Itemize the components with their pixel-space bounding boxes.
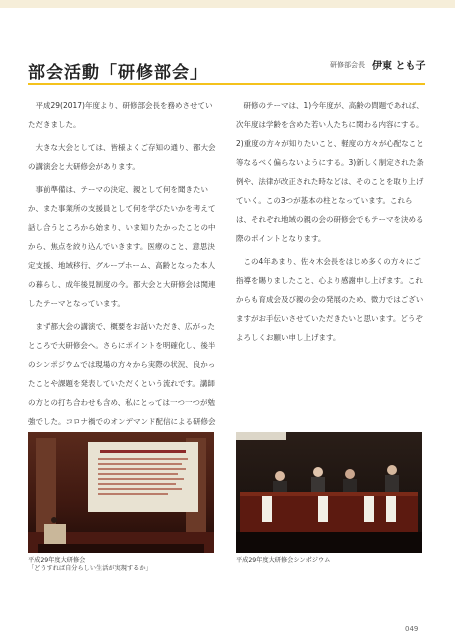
page-number: 049 (405, 625, 419, 633)
top-band (0, 0, 455, 8)
photo-caption-right (236, 557, 330, 565)
lecture-hall-illustration (28, 432, 214, 553)
paragraph: この4年あまり、佐々木会長をはじめ多くの方々にご指導を賜りましたこと、心より感謝申し上げます。これからも育成会及び親の会の発展のため、微力ではございますがお手伝いさせていただきたいと思います。どうぞよろしくお願い申し上げます。 (236, 257, 424, 342)
caption-line: 平成29年度大研修会 (28, 557, 86, 564)
left-column (28, 96, 216, 454)
author-name: 伊東 とも子 (372, 61, 426, 72)
right-column (236, 96, 424, 351)
page-title: 部会活動「研修部会」 (28, 63, 208, 83)
photo-symposium (236, 432, 422, 553)
author-role: 研修部会長 (330, 61, 365, 69)
paragraph: 大きな大会としては、皆様よくご存知の通り、都大会の講演会と大研修会があります。 (28, 143, 216, 171)
paragraph: 事前準備は、テーマの決定、親として何を聞きたいか、また事業所の支援員として何を学びたいかを考えて話し合うところから始まり、いま知りたかったことの中から、焦点を絞り込んでいきます。医療のこと、意思決定支援、地域移行、グループホーム、高齢となった本人の暮らし、成年後見制度の今。都大会と大研修会は関連したテーマとなっています。 (28, 185, 216, 308)
photo-lecture-hall (28, 432, 214, 553)
paragraph: 平成29(2017)年度より、研修部会長を務めさせていただきました。 (28, 101, 213, 129)
paragraph: まず都大会の講演で、概要をお話いただき、広がったところで大研修会へ。さらにポイントを明確化し、後半のシンポジウムでは現場の方々から実際の状況、良かったことや課題を発表していただくという流れです。講師の方との打ち合わせも含め、私にとっては一つ一つが勉強でした。コロナ禍でのオンデマンド配信による研修会 (28, 322, 216, 426)
title-underline (28, 83, 425, 85)
paragraph: 研修のテーマは、1)今年度が、高齢の問題であれば、次年度は学齢を含めた若い人たちに関わる内容にする。2)重度の方々が知りたいこと、軽度の方々が心配なこと等なるべく偏らないようにする。3)新しく制定された条例や、法律が改正された時などは、そのことを取り上げていく。この3つが基本の柱となっています。これらは、それぞれ地域の親の会の研修会でもテーマを決める際のポイントとなります。 (236, 101, 424, 243)
caption-line: 「どうすれば自分らしい生活が実現するか」 (28, 565, 152, 572)
caption-line: 平成29年度大研修会シンポジウム (236, 557, 331, 564)
photo-caption-left (28, 557, 152, 573)
symposium-illustration (236, 432, 422, 553)
